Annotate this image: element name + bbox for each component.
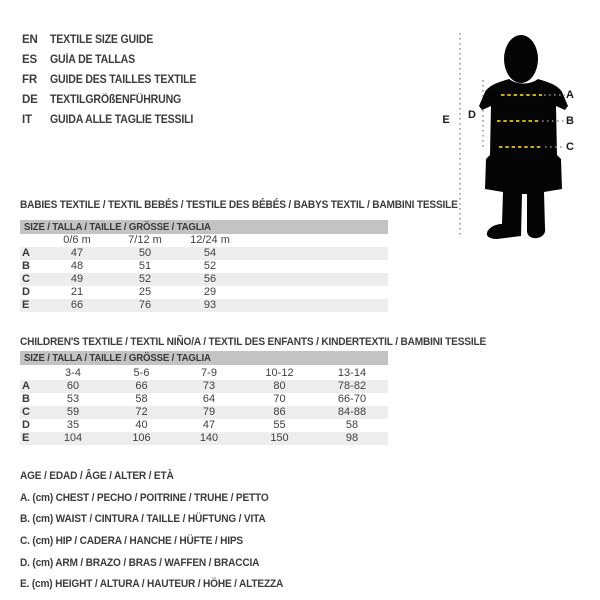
label-arm-d: D — [468, 109, 476, 121]
table-row: C 49 52 56 — [20, 273, 388, 286]
children-size-table — [20, 367, 388, 445]
babies-col-2: 12/24 m — [190, 234, 230, 246]
children-col-3: 10-12 — [265, 367, 294, 379]
legend-hip: C. (cm) HIP / CADERA / HANCHE / HÜFTE / HIPS — [20, 535, 243, 548]
lang-label: GUIDE DES TAILLES TEXTILE — [50, 74, 197, 86]
lang-row-it — [22, 110, 209, 130]
table-row: D 35 40 47 55 58 — [22, 419, 359, 431]
child-silhouette-icon — [430, 25, 600, 245]
label-hip-c: C — [566, 141, 574, 153]
lang-row-es — [22, 50, 209, 70]
children-column-header-row — [20, 367, 388, 380]
lang-label: GUÍA DE TALLAS — [50, 54, 135, 66]
table-row: A 47 50 54 — [20, 247, 388, 260]
babies-col-0: 0/6 m — [63, 234, 91, 246]
table-row: C 59 72 79 86 84-88 — [20, 406, 388, 419]
children-col-1: 5-6 — [133, 367, 150, 379]
lang-code: EN — [22, 34, 38, 46]
children-size-header-bar — [20, 351, 388, 365]
babies-size-table — [20, 234, 388, 312]
label-chest-a: A — [566, 89, 574, 101]
children-section-title — [20, 336, 527, 348]
children-title-text: CHILDREN'S TEXTILE / TEXTIL NIÑO/A / TEXTIL DES ENFANTS / KINDERTEXTIL / BAMBINI TESSILE — [20, 336, 487, 348]
language-list — [22, 30, 209, 130]
label-waist-b: B — [566, 115, 574, 127]
silhouette-head — [504, 35, 538, 83]
lang-code: FR — [22, 74, 37, 86]
lang-row-en — [22, 30, 209, 50]
measurement-legend — [20, 470, 306, 600]
babies-col-1: 7/12 m — [128, 234, 162, 246]
measurement-diagram — [430, 25, 600, 245]
table-row: E 66 76 93 — [20, 299, 388, 312]
lang-label: GUIDA ALLE TAGLIE TESSILI — [50, 114, 194, 126]
lang-label: TEXTILE SIZE GUIDE — [50, 34, 154, 46]
children-col-2: 7-9 — [201, 367, 217, 379]
lang-row-de — [22, 90, 209, 110]
lang-code: DE — [22, 94, 38, 106]
babies-size-header-bar — [20, 220, 388, 234]
babies-section-title — [20, 199, 496, 211]
legend-age: AGE / EDAD / ÂGE / ALTER / ETÀ — [20, 470, 174, 482]
children-col-0: 3-4 — [65, 367, 81, 379]
children-col-4: 13-14 — [337, 367, 367, 379]
lang-row-fr — [22, 70, 209, 90]
table-row: A 60 66 73 80 78-82 — [20, 380, 388, 393]
babies-size-header-text: SIZE / TALLA / TAILLE / GRÖSSE / TAGLIA — [24, 221, 211, 233]
table-row: B 48 51 52 — [22, 260, 217, 272]
legend-height: E. (cm) HEIGHT / ALTURA / HAUTEUR / HÖHE / ALTEZZA — [20, 578, 284, 591]
children-size-header-text: SIZE / TALLA / TAILLE / GRÖSSE / TAGLIA — [24, 352, 211, 364]
table-row: E 104 106 140 150 98 — [20, 432, 388, 445]
lang-code: ES — [22, 54, 37, 66]
babies-title-text: BABIES TEXTILE / TEXTIL BEBÉS / TESTILE DES BÉBÉS / BABYS TEXTIL / BAMBINI TESSILE — [20, 199, 458, 211]
babies-column-header-row — [20, 234, 388, 247]
legend-arm: D. (cm) ARM / BRAZO / BRAS / WAFFEN / BRACCIA — [20, 556, 260, 569]
legend-waist: B. (cm) WAIST / CINTURA / TAILLE / HÜFTUNG / VITA — [20, 513, 266, 526]
silhouette-body — [479, 79, 568, 239]
lang-label: TEXTILGRÖßENFÜHRUNG — [50, 94, 182, 106]
legend-chest: A. (cm) CHEST / PECHO / POITRINE / TRUHE / PETTO — [20, 491, 269, 504]
label-height-e: E — [442, 114, 450, 126]
table-row: D 21 25 29 — [22, 286, 217, 298]
table-row: B 53 58 64 70 66-70 — [22, 393, 367, 405]
lang-code: IT — [22, 114, 32, 126]
